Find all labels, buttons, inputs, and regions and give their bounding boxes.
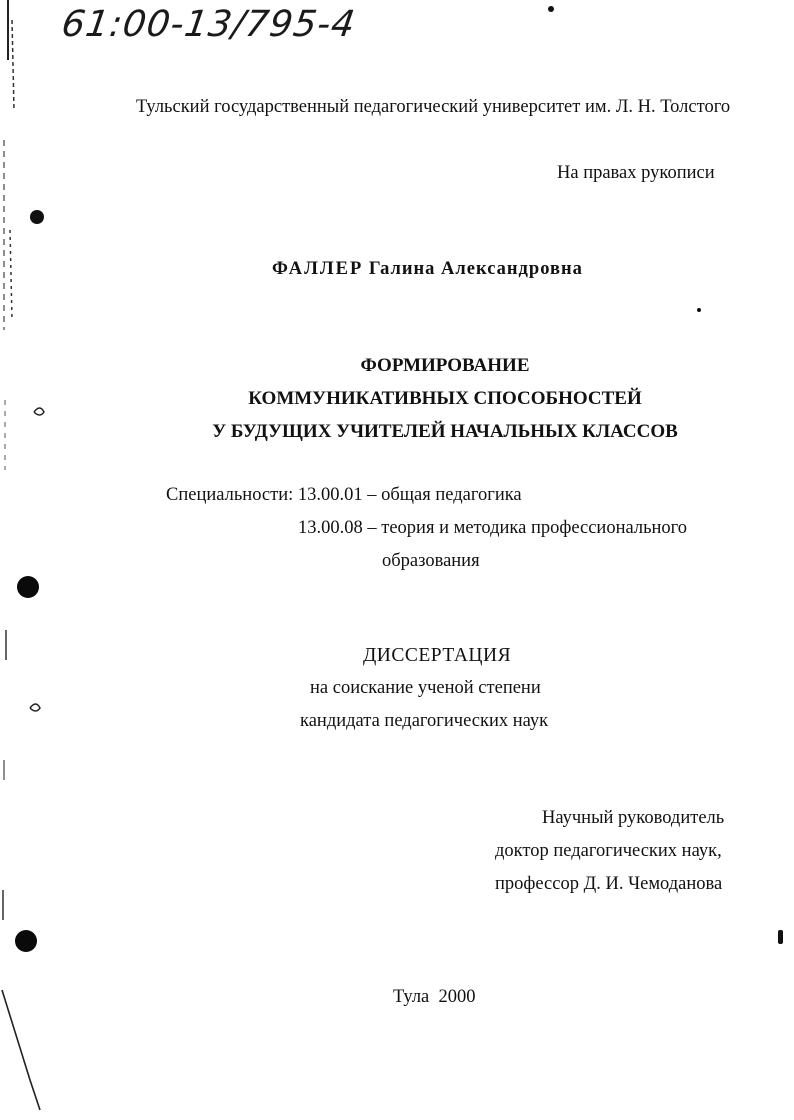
supervisor-role: Научный руководитель	[542, 808, 725, 828]
handwritten-archive-code: 61:00-13/795-4	[59, 4, 359, 45]
binder-hole	[15, 930, 37, 952]
author-given-names: Галина Александровна	[368, 259, 583, 279]
specialty-line-1: Специальности: 13.00.01 – общая педагогика	[166, 485, 522, 505]
dissertation-heading: ДИССЕРТАЦИЯ	[363, 645, 512, 666]
supervisor-name: профессор Д. И. Чемоданова	[495, 874, 723, 894]
scan-speck	[778, 930, 783, 944]
title-line-3: У БУДУЩИХ УЧИТЕЛЕЙ НАЧАЛЬНЫХ КЛАССОВ	[212, 421, 678, 442]
title-line-2: КОММУНИКАТИВНЫХ СПОСОБНОСТЕЙ	[248, 388, 642, 409]
binder-hole	[17, 576, 39, 598]
scan-speck	[30, 210, 44, 224]
scan-speck	[697, 308, 701, 312]
supervisor-degree: доктор педагогических наук,	[495, 841, 722, 861]
scan-speck	[548, 6, 554, 12]
dissertation-degree: кандидата педагогических наук	[300, 711, 549, 731]
author-name	[272, 259, 583, 280]
author-surname: ФАЛЛЕР	[272, 259, 364, 279]
manuscript-note: На правах рукописи	[557, 163, 715, 183]
dissertation-purpose: на соискание ученой степени	[310, 678, 541, 698]
title-line-1: ФОРМИРОВАНИЕ	[360, 355, 530, 376]
specialty-line-2: 13.00.08 – теория и методика профессионального	[298, 518, 688, 538]
institution-name: Тульский государственный педагогический университет им. Л. Н. Толстого	[136, 97, 731, 117]
specialty-line-3: образования	[382, 551, 480, 571]
city-year: Тула 2000	[393, 987, 476, 1007]
scan-edge-artifacts	[0, 0, 60, 1120]
